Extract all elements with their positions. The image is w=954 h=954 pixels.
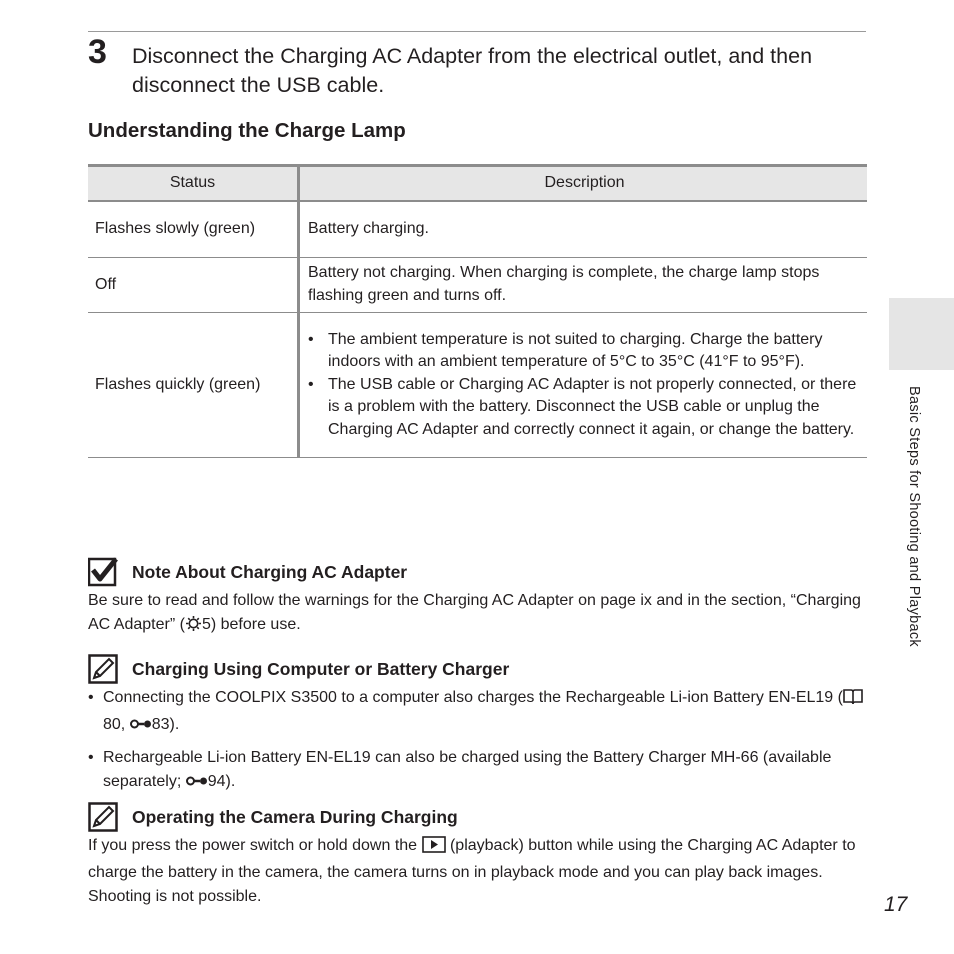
note-computer-title: Charging Using Computer or Battery Charger <box>132 659 510 679</box>
step-text: Disconnect the Charging AC Adapter from the electrical outlet, and then disconnect the USB cable. <box>132 44 813 97</box>
header-description: Description <box>299 166 868 202</box>
status-cell: Off <box>88 258 299 313</box>
list-item: • Connecting the COOLPIX S3500 to a computer also charges the Rechargeable Li-ion Battery EN-EL19 (80, 83). <box>88 686 868 740</box>
note-operating-title: Operating the Camera During Charging <box>132 807 458 827</box>
note-computer-header <box>88 652 868 686</box>
charge-lamp-table <box>88 164 867 458</box>
bullet-text: The USB cable or Charging AC Adapter is not properly connected, or there is a problem with the battery. Disconnect the USB cable or unplug the Charging AC Adapter and correctly connect it again, or change the battery. <box>328 375 857 438</box>
table-row <box>88 313 867 458</box>
reference-section-icon <box>186 773 208 797</box>
note-computer <box>88 652 868 803</box>
bullet: • <box>308 375 314 393</box>
bullet-text: The ambient temperature is not suited to charging. Charge the battery indoors with an ambient temperature of 5°C to 35°C (41°F to 95°F). <box>328 330 823 371</box>
header-status: Status <box>88 166 299 202</box>
pencil-icon <box>88 654 118 684</box>
playback-button-icon <box>422 836 446 861</box>
list-item: • Rechargeable Li-ion Battery EN-EL19 can also be charged using the Battery Charger MH-66 (available separately; 94). <box>88 746 868 797</box>
step-number: 3 <box>88 33 107 71</box>
note-adapter <box>88 555 868 640</box>
book-reference-icon <box>843 688 863 713</box>
status-cell: Flashes quickly (green) <box>88 313 299 458</box>
note-operating <box>88 800 868 909</box>
reference-section-icon <box>130 716 152 740</box>
note-operating-header <box>88 800 868 834</box>
description-cell: Battery charging. <box>299 201 868 258</box>
note-computer-list <box>88 686 868 797</box>
list-item <box>308 374 861 442</box>
pencil-icon <box>88 802 118 832</box>
note-adapter-header <box>88 555 868 589</box>
description-cell: Battery not charging. When charging is complete, the charge lamp stops flashing green and turns off. <box>299 258 868 313</box>
description-cell <box>299 313 868 458</box>
table-row <box>88 258 867 313</box>
note-operating-text: If you press the power switch or hold down the (playback) button while using the Charging AC Adapter to charge the battery in the camera, the camera turns on in playback mode and you can play back images. Shooting is not possible. <box>88 837 856 905</box>
page-number: 17 <box>884 893 908 916</box>
note-adapter-text: Be sure to read and follow the warnings for the Charging AC Adapter on page ix and in the section, “Charging AC Adapter” ( 5) before use. <box>88 589 868 640</box>
section-title: Understanding the Charge Lamp <box>88 119 406 142</box>
bullet: • <box>308 330 314 348</box>
chapter-tab <box>889 298 954 370</box>
top-rule <box>88 31 866 32</box>
chapter-tab-label: Basic Steps for Shooting and Playback <box>906 386 922 647</box>
table-header-row <box>88 166 867 202</box>
tip-reference-icon <box>185 615 202 640</box>
status-cell: Flashes slowly (green) <box>88 201 299 258</box>
table-row <box>88 201 867 258</box>
note-adapter-title: Note About Charging AC Adapter <box>132 562 408 582</box>
list-item <box>308 329 861 374</box>
check-mark-icon <box>88 557 118 587</box>
